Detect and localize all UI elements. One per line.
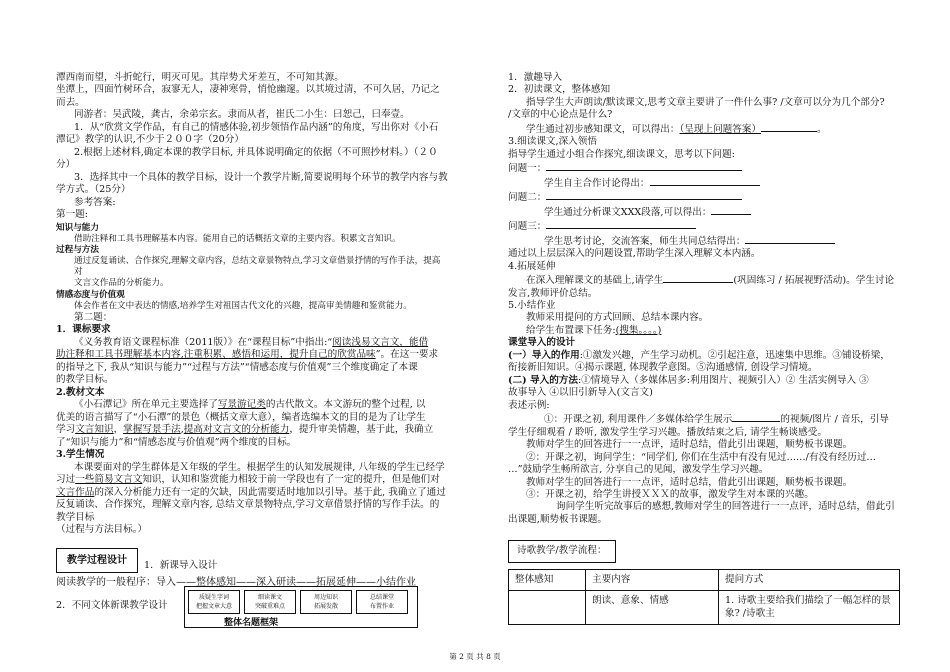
- question-line: 问题三：: [508, 219, 900, 233]
- paragraph-line: …”鼓励学生畅所欲言, 分享自己的见闻，激发学生学习兴趣。: [508, 464, 769, 476]
- paragraph-line: 在深入理解课文的基础上,请学生 (巩固练习 / 拓展视野活动)。学生讨论: [526, 275, 895, 287]
- paragraph-line: (一）导入的作用:①激发兴趣，产生学习动机。②引起注意，迅速集中思维。③铺设桥梁，: [508, 349, 890, 361]
- paragraph-line: 衔接新旧知识。④揭示课题, 体现教学意图。⑤沟通感情, 创设学习情境。: [508, 362, 818, 374]
- paragraph-line: 反复诵读、合作探究，理解文章内容, 总结文章景物特点,学习文章借景抒情的写作手法。的教学目标: [56, 499, 440, 523]
- paragraph-line: 学生自主合作讨论得出：: [508, 176, 900, 190]
- section-heading: 3.学生情况: [56, 449, 105, 461]
- paragraph-line: 出课题,顺势板书课题。: [508, 513, 607, 525]
- table-cell: 1. 诗歌主要给我们描绘了一幅怎样的景象? /诗歌主: [719, 591, 900, 625]
- question-line: 问题一：: [508, 161, 900, 175]
- flow-box-4: 总结课堂 布置作业: [356, 590, 408, 614]
- process-heading: 过程与方法: [56, 244, 99, 255]
- step-heading: 2．初读课文，整体感知: [508, 84, 611, 96]
- step-heading: 3.细读课文,深入领悟: [508, 136, 597, 148]
- process-text: 文言文作品的分析能力。: [74, 278, 169, 289]
- table-row: [509, 569, 900, 590]
- attitude-text: 体会作者在文中表达的情感,培养学生对祖国古代文化的兴趣，提高审美情趣和鉴赏能力。: [74, 300, 412, 311]
- left-column: [56, 72, 448, 658]
- paragraph-line: 本课要面对的学生群体是Ｘ年级的学生。根据学生的认知发展规律, 八年级的学生已经学: [74, 461, 445, 473]
- table-cell: 整体感知: [509, 569, 586, 590]
- knowledge-text: 借助注释和工具书理解基本内容。能用自己的话概括文章的主要内容。积累文言知识。: [74, 233, 401, 244]
- step-heading: 1．激趣导入: [508, 72, 563, 83]
- section-heading: 课堂导入的设计: [508, 337, 576, 349]
- flow-box-2: 细读课文 突破重难点: [244, 590, 296, 614]
- table-row: [509, 591, 900, 625]
- paragraph-line: 教师采用提问的方式回顾、总结本课内容。: [526, 312, 709, 324]
- paragraph-line: 教师对学生的回答进行一一点评，适时总结，借此引出课题，顺势板书课题。: [526, 476, 853, 488]
- flow-box-1: 质疑生字词 把握文章大意: [188, 590, 240, 614]
- paragraph-line: ③：开课之初，给学生讲授ＸＸＸ的故事，激发学生对本课的兴趣。: [526, 489, 814, 500]
- paragraph-line: 优美的语言描写了“小石潭”的景色（概括文章大意），编者选编本文的目的是为了让学生: [56, 411, 426, 423]
- paragraph-line: 习过一些简易文言文知识，认知和鉴赏能力相较于前一学段也有了一定的提升，但是他们对: [56, 474, 440, 486]
- question-line: 问题二：: [508, 190, 900, 204]
- answer-2-heading: 第二题：: [74, 312, 113, 323]
- paragraph-line: /文章的中心论点是什么?: [508, 109, 613, 121]
- page-footer: 第 2 页 共 8 页: [449, 652, 501, 661]
- paragraph-line: 故事导入 ④以旧引新导入(文言文): [508, 387, 653, 399]
- table-cell: 朗读、意象、情感: [586, 591, 719, 625]
- paragraph-line: 询问学生听完故事后的感想,教师对学生的回答进行一一点评，适时总结，借此引: [556, 501, 895, 513]
- paragraph-line: 助注释和工具书理解基本内容,注重积累、感悟和运用，提升自己的欣赏品味”。在这一要求: [56, 349, 439, 361]
- paragraph-line: 《小石潭记》所在单元主要选择了写景游记类的古代散文。本文游玩的整个过程, 以: [74, 399, 426, 411]
- paragraph-line: 《义务教育语文课程标准（2011版）》在“课程目标”中指出:“阅读浅易文言文，能借: [74, 336, 429, 348]
- attitude-heading: 情感态度与价值观: [56, 289, 125, 300]
- paragraph-line: 通过以上层层深入的问题设置,帮助学生深入理解文本内涵。: [508, 248, 761, 260]
- paragraph-line: 学生通过初步感知课文，可以得出：（呈现上问题答案） 。: [526, 123, 827, 135]
- poem-block: [508, 540, 900, 625]
- text-line: 同游者：吴武陵，龚古，余弟宗玄。隶而从者，崔氏二小生：曰恕己，曰奉壹。: [74, 109, 410, 121]
- table-cell: 提问方式: [719, 569, 900, 590]
- paragraph-line: 发言,教师评价总结。: [508, 287, 598, 299]
- paragraph-line: 教师对学生的回答进行一一点评，适时总结，借此引出课题，顺势板书课题。: [526, 439, 853, 451]
- paragraph-line: 文言作品的深入分析能力还有一定的欠缺，因此需要适时地加以引导。基于此, 我确立了通过: [56, 486, 446, 498]
- paragraph-line: 表述示例:: [508, 399, 550, 411]
- paragraph-line: （过程与方法目标。）: [56, 523, 148, 535]
- paragraph-line: 学生仔细观看 / 聆听, 激发学生学习兴趣。播放结束之后, 请学生畅谈感受。: [508, 426, 827, 438]
- paragraph-line: 的指导之下, 我从“知识与能力”“过程与方法”“情感态度与价值观”三个维度确定了本课: [56, 361, 418, 373]
- answer-heading: 参考答案:: [74, 196, 116, 208]
- design-box-label: 教学过程设计: [56, 548, 138, 573]
- text-line: 潭西南而望，斗折蛇行，明灭可见。其岸势犬牙差互，不可知其源。: [56, 72, 344, 83]
- process-text: 通过反复诵读、合作探究,理解文章内容，总结文章景物特点,学习文章借景抒情的写作手法，提高对: [74, 256, 441, 278]
- design-block: [56, 548, 448, 658]
- paragraph-line: ②：开课之初，询问学生：“同学们, 你们在生活中有没有见过……/有没有经历过…: [526, 451, 877, 463]
- knowledge-heading: 知识与能力: [56, 222, 99, 233]
- section-heading: 1．课标要求: [56, 324, 111, 336]
- question-2: 2.根据上述材料,确定本课的教学目标, 并具体说明确定的依据（不可照抄材料。）（２０: [74, 146, 438, 158]
- paragraph-line: ①：开课之初, 利用课件／多媒体给学生展示 的视频/图片 / 音乐，引导: [544, 414, 889, 426]
- paragraph-line: 给学生布置课下任务:(搜集。。。。): [526, 324, 662, 336]
- poem-box-label: 诗歌教学/教学流程：: [508, 540, 616, 562]
- right-column: [508, 72, 900, 625]
- text-line: 潭记》教学的认识,不少于２００字（20分）: [56, 134, 244, 146]
- framework-caption: 整体名题框架: [224, 618, 279, 629]
- table-cell: 主要内容: [586, 569, 719, 590]
- table-cell: [509, 591, 586, 625]
- reading-flow: 阅读教学的一般程序：导入——整体感知——深入研读——拓展延伸——小结作业: [56, 577, 416, 589]
- poem-flow-table: [508, 569, 900, 625]
- paragraph-line: 的教学目标。: [56, 374, 114, 386]
- paragraph-line: 指导学生通过小组合作探究,细读课文，思考以下问题:: [508, 148, 735, 160]
- paragraph-line: 学生思考讨论，交流答案，师生共同总结得出：: [508, 234, 900, 248]
- section-heading: 2.教材文本: [56, 386, 105, 398]
- new-lesson-heading: 1．新课导入设计: [144, 560, 218, 572]
- paragraph-line: 学习文言知识，掌握写景手法,提高对文言文的分析能力，提升审美情趣，基于此，我确立: [56, 424, 434, 436]
- answer-1-heading: 第一题:: [56, 209, 89, 221]
- step-heading: 4.拓展延伸: [508, 260, 556, 272]
- genre-design-label: 2．不同文体新课教学设计: [56, 600, 168, 612]
- flow-box-3: 周边知识 拓展发散: [300, 590, 352, 614]
- question-3: 3．选择其中一个具体的教学目标，设计一个教学片断,简要说明每个环节的教学内容与教: [74, 171, 448, 183]
- text-line: 坐潭上，四面竹树环合，寂寥无人，凄神寒骨，悄怆幽邃。以其境过清，不可久居，乃记之而去。: [56, 84, 440, 108]
- text-line: 学方式。（25分）: [56, 184, 131, 196]
- paragraph-line: 了“知识与能力”和“情感态度与价值观”两个维度的目标。: [56, 436, 297, 448]
- text-line: 分）: [56, 159, 76, 171]
- paragraph-line: (二) 导入的方法:①情境导入（多媒体居多:利用图片、视频引入）② 生活实例导入 ③: [508, 374, 869, 386]
- paragraph-line: 学生通过分析课文XXX段落,可以得出：: [508, 205, 900, 219]
- paragraph-line: 指导学生大声朗读/默读课文,思考文章主要讲了一件什么事? /文章可以分为几个部分?: [526, 96, 885, 108]
- step-heading: 5.小结作业: [508, 299, 556, 311]
- question-1: 1．从“欣赏文学作品，有自己的情感体验,初步领悟作品内涵”的角度，写出你对《小石: [74, 121, 439, 133]
